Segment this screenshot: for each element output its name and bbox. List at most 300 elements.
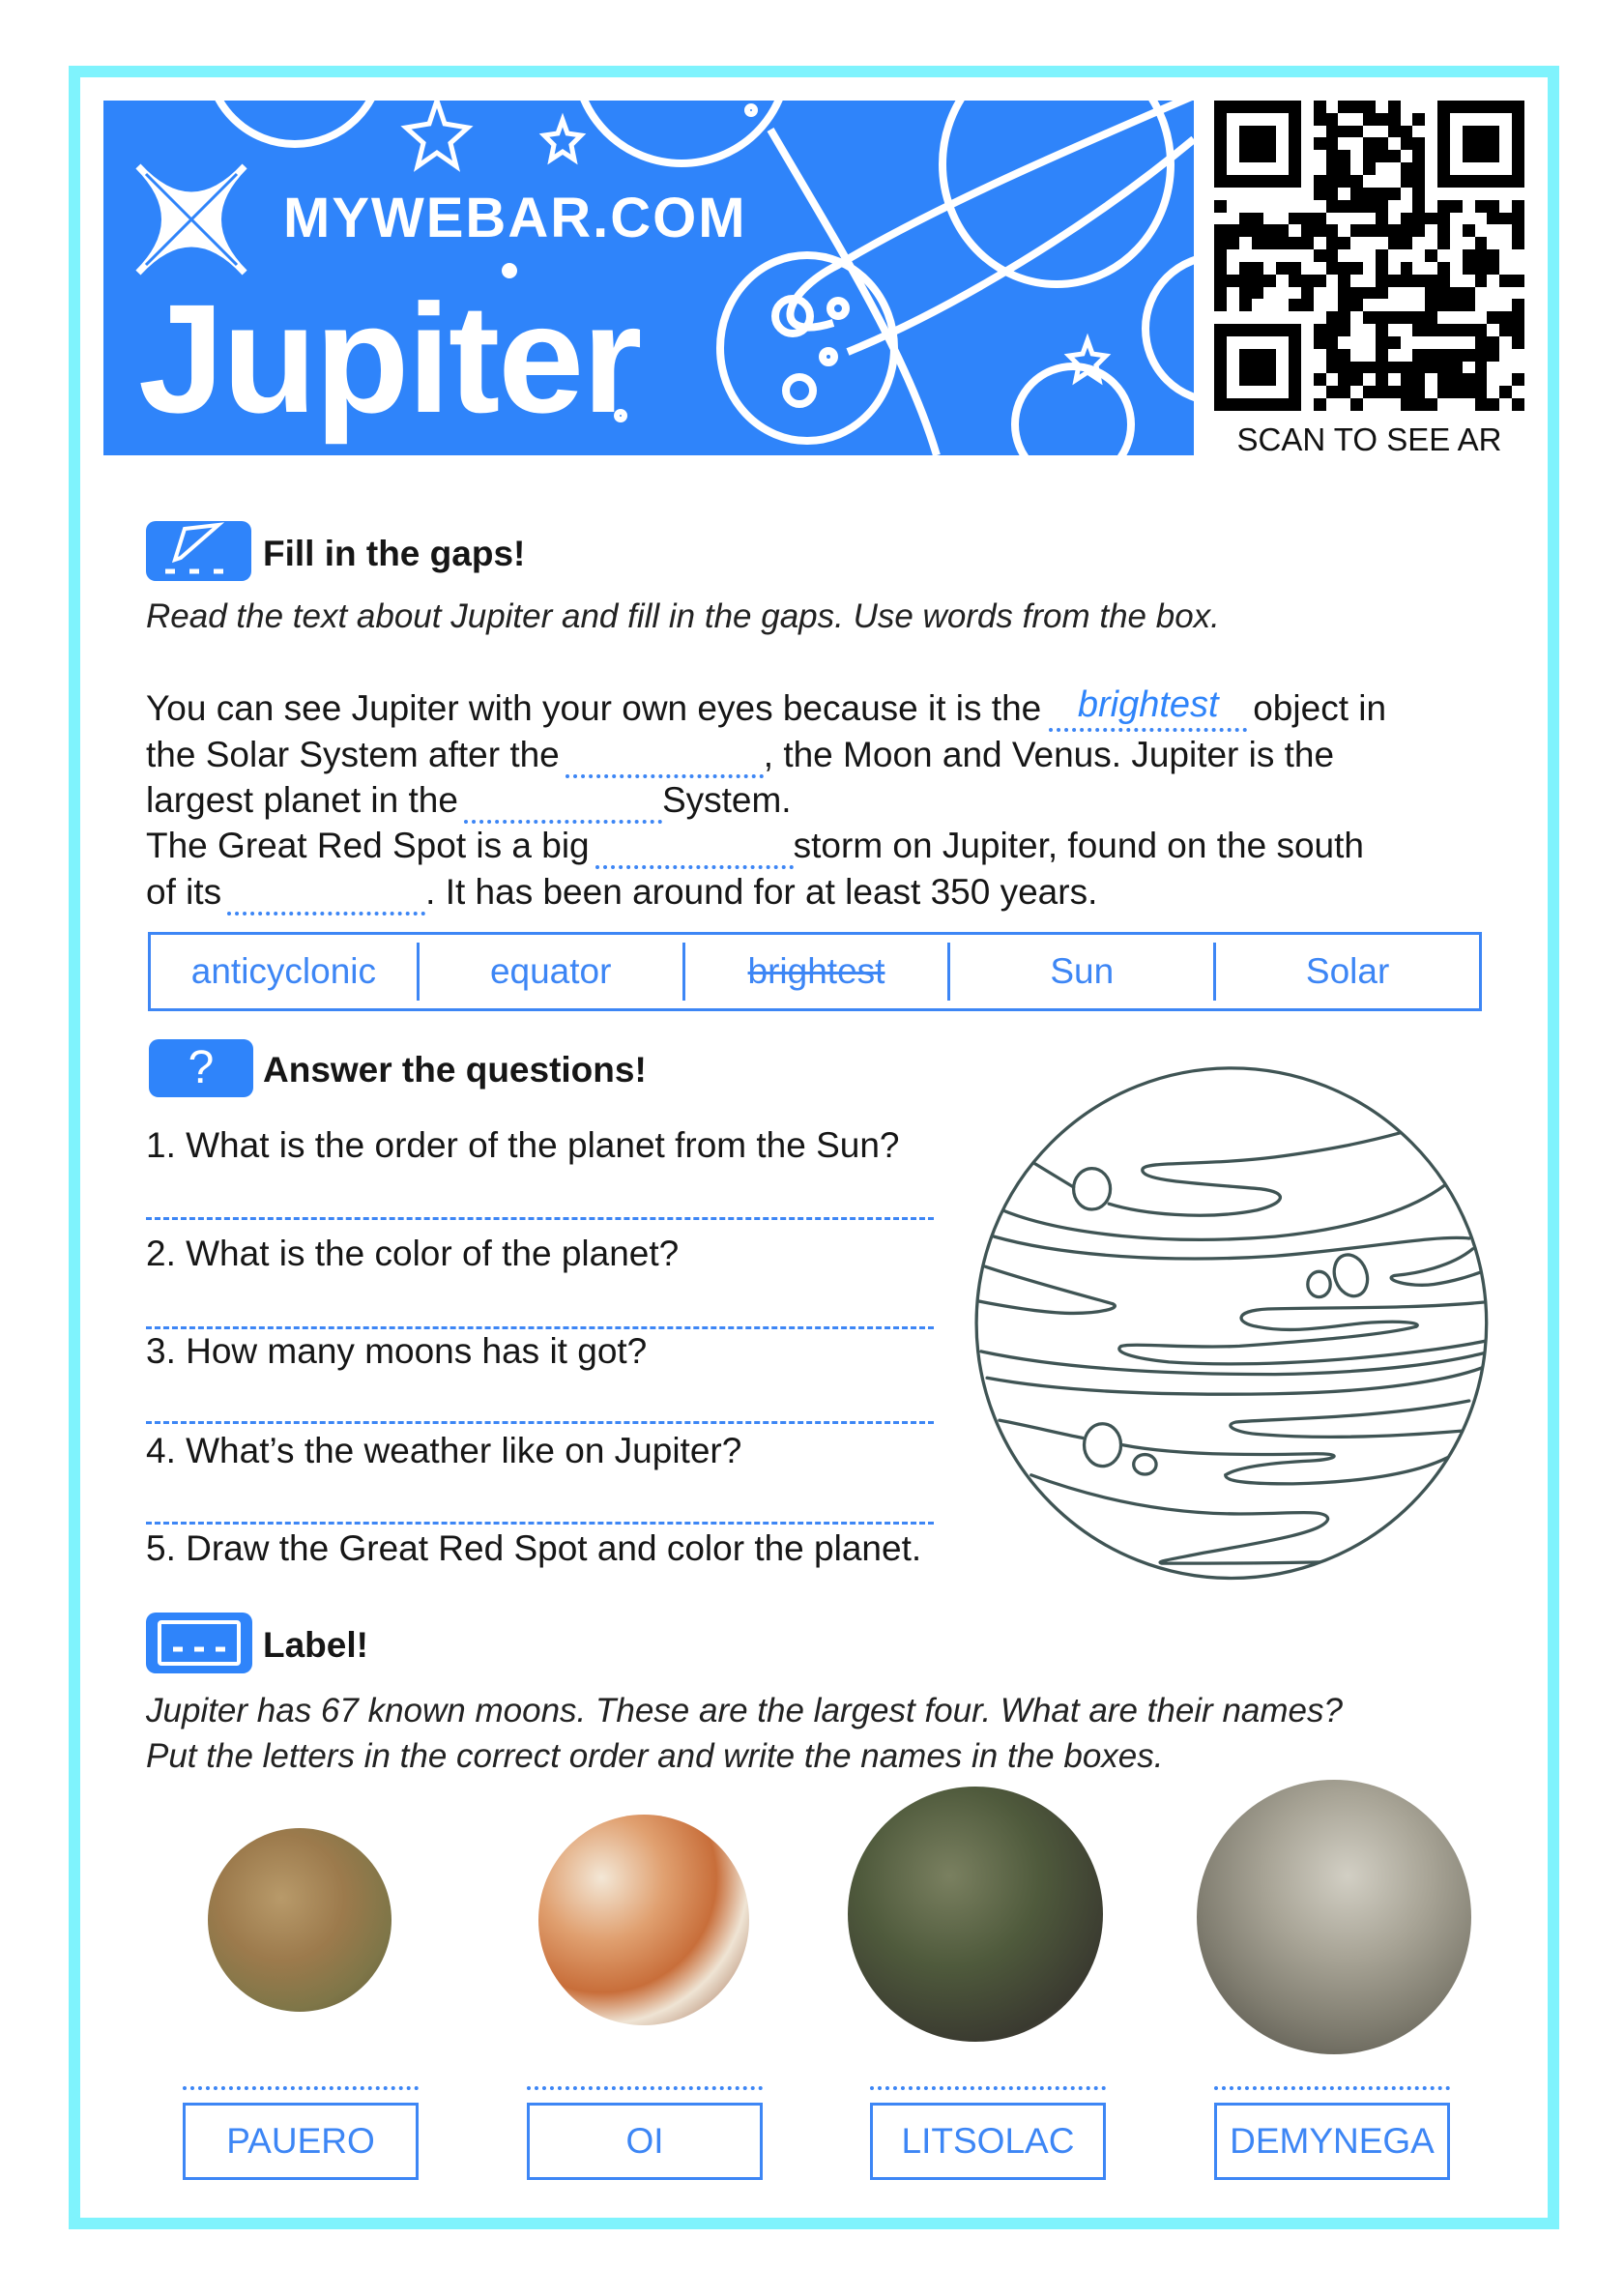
qr-module xyxy=(1487,386,1499,398)
qr-module xyxy=(1487,213,1499,225)
qr-module xyxy=(1376,126,1388,138)
paragraph-line xyxy=(146,823,1364,869)
qr-module xyxy=(1450,262,1463,275)
qr-module xyxy=(1263,113,1276,126)
qr-module xyxy=(1214,311,1227,324)
qr-module xyxy=(1475,224,1488,237)
qr-module xyxy=(1252,113,1264,126)
qr-module xyxy=(1463,373,1475,386)
qr-module xyxy=(1376,336,1388,349)
qr-module xyxy=(1425,311,1437,324)
qr-module xyxy=(1326,299,1339,311)
qr-module xyxy=(1512,150,1524,162)
moon-ganymede-image xyxy=(1197,1780,1471,2054)
qr-module xyxy=(1326,113,1339,126)
gap-field[interactable] xyxy=(227,877,425,915)
qr-module xyxy=(1252,162,1264,175)
qr-module xyxy=(1227,162,1239,175)
qr-module xyxy=(1263,362,1276,374)
qr-module xyxy=(1239,237,1252,249)
qr-module xyxy=(1512,101,1524,113)
qr-module xyxy=(1450,200,1463,213)
qr-module xyxy=(1388,237,1401,249)
word-option[interactable]: Sun xyxy=(947,943,1213,1001)
answer-line[interactable] xyxy=(1214,2086,1450,2090)
qr-module xyxy=(1376,262,1388,275)
qr-module xyxy=(1314,113,1326,126)
qr-module xyxy=(1450,224,1463,237)
mywebar-logo xyxy=(129,157,254,282)
qr-module xyxy=(1363,150,1376,162)
qr-module xyxy=(1252,137,1264,150)
qr-module xyxy=(1239,200,1252,213)
qr-module xyxy=(1437,175,1450,188)
gap-field[interactable] xyxy=(1049,684,1247,732)
qr-module xyxy=(1289,175,1301,188)
qr-module xyxy=(1499,324,1512,336)
qr-module xyxy=(1227,349,1239,362)
qr-module xyxy=(1239,249,1252,262)
qr-module xyxy=(1214,398,1227,411)
gap-field[interactable] xyxy=(566,740,764,778)
qr-module xyxy=(1263,287,1276,300)
qr-module xyxy=(1487,349,1499,362)
qr-module xyxy=(1350,398,1363,411)
qr-module xyxy=(1412,311,1425,324)
label-box-icon xyxy=(146,1613,252,1673)
qr-module xyxy=(1425,287,1437,300)
word-option[interactable]: equator xyxy=(417,943,682,1001)
qr-module xyxy=(1314,162,1326,175)
qr-module xyxy=(1350,200,1363,213)
qr-module xyxy=(1512,175,1524,188)
qr-module xyxy=(1437,324,1450,336)
qr-module xyxy=(1239,224,1252,237)
qr-module xyxy=(1450,188,1463,200)
qr-module xyxy=(1326,362,1339,374)
qr-module xyxy=(1252,386,1264,398)
moon-callisto-image xyxy=(848,1787,1103,2042)
qr-module xyxy=(1463,213,1475,225)
qr-module xyxy=(1350,336,1363,349)
jupiter-outline-drawing[interactable] xyxy=(957,1044,1508,1595)
qr-module xyxy=(1475,349,1488,362)
qr-module xyxy=(1425,237,1437,249)
qr-module xyxy=(1499,200,1512,213)
fill-instruction: Read the text about Jupiter and fill in the gaps. Use words from the box. xyxy=(146,597,1220,635)
qr-module xyxy=(1437,398,1450,411)
qr-module xyxy=(1401,113,1413,126)
fill-heading: Fill in the gaps! xyxy=(263,534,526,573)
page-title: Jupiter xyxy=(138,272,641,445)
qr-module xyxy=(1314,137,1326,150)
questions-heading: Answer the questions! xyxy=(263,1050,647,1090)
qr-module xyxy=(1289,224,1301,237)
label-instruction: Jupiter has 67 known moons. These are the largest four. What are their names? xyxy=(146,1692,1343,1729)
qr-module xyxy=(1326,162,1339,175)
qr-module xyxy=(1376,287,1388,300)
qr-module xyxy=(1437,224,1450,237)
anagram-box: PAUERO xyxy=(183,2103,419,2180)
qr-module xyxy=(1363,137,1376,150)
qr-module xyxy=(1450,275,1463,287)
answer-line[interactable] xyxy=(183,2086,419,2090)
qr-module xyxy=(1437,299,1450,311)
qr-module xyxy=(1437,113,1450,126)
qr-module xyxy=(1314,311,1326,324)
qr-module xyxy=(1412,373,1425,386)
qr-module xyxy=(1401,137,1413,150)
word-option[interactable]: Solar xyxy=(1213,943,1479,1001)
qr-module xyxy=(1450,398,1463,411)
qr-module xyxy=(1450,162,1463,175)
qr-module xyxy=(1338,137,1350,150)
qr-module xyxy=(1314,386,1326,398)
answer-line[interactable] xyxy=(146,1326,934,1329)
qr-module xyxy=(1475,262,1488,275)
qr-module xyxy=(1276,249,1289,262)
qr-module xyxy=(1437,349,1450,362)
qr-module xyxy=(1252,188,1264,200)
qr-module xyxy=(1388,200,1401,213)
answer-line[interactable] xyxy=(870,2086,1106,2090)
question-mark-icon: ? xyxy=(149,1039,253,1097)
qr-module xyxy=(1487,150,1499,162)
qr-module xyxy=(1475,249,1488,262)
qr-module xyxy=(1412,162,1425,175)
qr-module xyxy=(1401,324,1413,336)
qr-module xyxy=(1301,386,1314,398)
answer-line[interactable] xyxy=(146,1522,934,1525)
qr-module xyxy=(1450,113,1463,126)
qr-module xyxy=(1376,113,1388,126)
qr-module xyxy=(1326,275,1339,287)
qr-module xyxy=(1289,287,1301,300)
word-option[interactable]: anticyclonic xyxy=(190,951,377,991)
qr-module xyxy=(1263,275,1276,287)
qr-module xyxy=(1289,362,1301,374)
qr-module xyxy=(1388,150,1401,162)
qr-module xyxy=(1512,188,1524,200)
qr-module xyxy=(1376,311,1388,324)
qr-module xyxy=(1376,386,1388,398)
qr-module xyxy=(1276,126,1289,138)
qr-module xyxy=(1388,224,1401,237)
qr-module xyxy=(1239,287,1252,300)
qr-module xyxy=(1276,113,1289,126)
qr-module xyxy=(1487,188,1499,200)
qr-module xyxy=(1239,113,1252,126)
qr-module xyxy=(1338,275,1350,287)
qr-module xyxy=(1326,249,1339,262)
qr-module xyxy=(1475,398,1488,411)
qr-module xyxy=(1301,113,1314,126)
text: . It has been around for at least 350 years. xyxy=(425,872,1098,912)
text: , the Moon and Venus. Jupiter is the xyxy=(763,735,1335,774)
qr-module xyxy=(1425,373,1437,386)
qr-module xyxy=(1252,200,1264,213)
qr-module xyxy=(1326,150,1339,162)
qr-module xyxy=(1301,162,1314,175)
qr-module xyxy=(1512,262,1524,275)
qr-module xyxy=(1252,275,1264,287)
qr-module xyxy=(1252,213,1264,225)
qr-module xyxy=(1463,101,1475,113)
qr-module xyxy=(1363,398,1376,411)
question: 2. What is the color of the planet? xyxy=(146,1234,680,1273)
qr-module xyxy=(1412,349,1425,362)
qr-module xyxy=(1239,137,1252,150)
qr-module xyxy=(1437,262,1450,275)
qr-module xyxy=(1350,237,1363,249)
qr-module xyxy=(1252,287,1264,300)
qr-module xyxy=(1301,249,1314,262)
qr-module xyxy=(1499,175,1512,188)
qr-module xyxy=(1487,398,1499,411)
qr-module xyxy=(1376,324,1388,336)
word-option-used[interactable]: brightest xyxy=(682,943,948,1001)
qr-module xyxy=(1463,262,1475,275)
qr-module xyxy=(1350,175,1363,188)
qr-module xyxy=(1314,188,1326,200)
qr-module xyxy=(1338,188,1350,200)
qr-module xyxy=(1214,386,1227,398)
qr-caption: SCAN TO SEE AR xyxy=(1236,421,1502,457)
qr-module xyxy=(1425,349,1437,362)
qr-module xyxy=(1326,213,1339,225)
qr-module xyxy=(1263,175,1276,188)
qr-module xyxy=(1425,200,1437,213)
qr-module xyxy=(1388,188,1401,200)
qr-module xyxy=(1376,150,1388,162)
qr-module xyxy=(1437,162,1450,175)
qr-module xyxy=(1227,275,1239,287)
qr-module xyxy=(1350,137,1363,150)
text: You can see Jupiter with your own eyes because it is the xyxy=(146,688,1042,728)
qr-module xyxy=(1227,137,1239,150)
qr-module xyxy=(1425,162,1437,175)
qr-module xyxy=(1326,175,1339,188)
qr-module xyxy=(1227,175,1239,188)
qr-module xyxy=(1314,262,1326,275)
qr-module xyxy=(1388,126,1401,138)
qr-module xyxy=(1227,101,1239,113)
qr-module xyxy=(1276,287,1289,300)
qr-module xyxy=(1227,113,1239,126)
qr-module xyxy=(1401,224,1413,237)
qr-module xyxy=(1450,373,1463,386)
qr-module xyxy=(1512,162,1524,175)
qr-module xyxy=(1363,249,1376,262)
qr-module xyxy=(1437,287,1450,300)
qr-module xyxy=(1412,150,1425,162)
qr-module xyxy=(1401,275,1413,287)
qr-module xyxy=(1412,275,1425,287)
qr-module xyxy=(1487,287,1499,300)
qr-module xyxy=(1326,262,1339,275)
qr-module xyxy=(1412,175,1425,188)
qr-module xyxy=(1425,324,1437,336)
qr-module xyxy=(1363,287,1376,300)
qr-module xyxy=(1363,188,1376,200)
qr-module xyxy=(1301,150,1314,162)
qr-module xyxy=(1301,336,1314,349)
qr-module xyxy=(1487,336,1499,349)
qr-module xyxy=(1350,213,1363,225)
qr-module xyxy=(1227,324,1239,336)
text: The Great Red Spot is a big xyxy=(146,826,590,865)
qr-module xyxy=(1239,150,1252,162)
qr-module xyxy=(1363,362,1376,374)
answer-line[interactable] xyxy=(146,1217,934,1220)
qr-module xyxy=(1388,336,1401,349)
qr-module xyxy=(1252,324,1264,336)
gap-field[interactable] xyxy=(595,830,794,869)
qr-module xyxy=(1475,362,1488,374)
qr-module xyxy=(1227,299,1239,311)
qr-module xyxy=(1252,311,1264,324)
qr-module xyxy=(1475,373,1488,386)
qr-module xyxy=(1388,262,1401,275)
qr-module xyxy=(1437,311,1450,324)
label-heading: Label! xyxy=(263,1625,368,1665)
qr-module xyxy=(1227,249,1239,262)
qr-module xyxy=(1239,398,1252,411)
qr-module xyxy=(1425,336,1437,349)
qr-module xyxy=(1450,299,1463,311)
qr-module xyxy=(1475,213,1488,225)
qr-module xyxy=(1512,311,1524,324)
qr-module xyxy=(1263,299,1276,311)
qr-module xyxy=(1252,299,1264,311)
qr-module xyxy=(1263,188,1276,200)
qr-module xyxy=(1401,362,1413,374)
qr-code[interactable] xyxy=(1214,101,1524,411)
qr-module xyxy=(1314,126,1326,138)
qr-module xyxy=(1326,287,1339,300)
qr-module xyxy=(1499,224,1512,237)
qr-module xyxy=(1350,386,1363,398)
qr-module xyxy=(1425,224,1437,237)
qr-module xyxy=(1376,275,1388,287)
qr-module xyxy=(1252,175,1264,188)
qr-module xyxy=(1338,249,1350,262)
qr-module xyxy=(1463,398,1475,411)
qr-module xyxy=(1463,150,1475,162)
qr-module xyxy=(1239,162,1252,175)
qr-module xyxy=(1425,126,1437,138)
paragraph-line xyxy=(146,732,1334,778)
qr-module xyxy=(1475,137,1488,150)
paragraph-line xyxy=(146,869,1097,915)
qr-module xyxy=(1388,373,1401,386)
qr-module xyxy=(1263,237,1276,249)
qr-module xyxy=(1289,249,1301,262)
qr-module xyxy=(1376,349,1388,362)
qr-module xyxy=(1499,126,1512,138)
qr-module xyxy=(1239,362,1252,374)
qr-module xyxy=(1350,162,1363,175)
qr-module xyxy=(1263,224,1276,237)
qr-module xyxy=(1450,175,1463,188)
qr-module xyxy=(1338,101,1350,113)
qr-module xyxy=(1463,126,1475,138)
qr-module xyxy=(1363,386,1376,398)
qr-module xyxy=(1376,101,1388,113)
qr-module xyxy=(1214,213,1227,225)
qr-module xyxy=(1487,311,1499,324)
qr-module xyxy=(1214,101,1227,113)
qr-module xyxy=(1487,162,1499,175)
qr-module xyxy=(1376,373,1388,386)
qr-module xyxy=(1425,137,1437,150)
qr-module xyxy=(1314,213,1326,225)
qr-module xyxy=(1301,224,1314,237)
qr-module xyxy=(1412,386,1425,398)
qr-module xyxy=(1463,362,1475,374)
qr-module xyxy=(1314,237,1326,249)
gap-field[interactable] xyxy=(464,785,662,824)
qr-module xyxy=(1276,137,1289,150)
qr-module xyxy=(1512,224,1524,237)
qr-module xyxy=(1512,362,1524,374)
qr-module xyxy=(1289,150,1301,162)
qr-module xyxy=(1301,101,1314,113)
qr-module xyxy=(1512,213,1524,225)
answer-line[interactable] xyxy=(146,1421,934,1424)
qr-module xyxy=(1437,275,1450,287)
qr-module xyxy=(1475,162,1488,175)
qr-module xyxy=(1499,137,1512,150)
qr-module xyxy=(1437,362,1450,374)
qr-module xyxy=(1388,249,1401,262)
qr-module xyxy=(1376,200,1388,213)
qr-module xyxy=(1263,126,1276,138)
qr-module xyxy=(1376,362,1388,374)
qr-module xyxy=(1363,213,1376,225)
qr-module xyxy=(1350,150,1363,162)
qr-module xyxy=(1388,349,1401,362)
qr-module xyxy=(1376,137,1388,150)
qr-module xyxy=(1450,150,1463,162)
anagram-box: OI xyxy=(527,2103,763,2180)
qr-module xyxy=(1499,275,1512,287)
qr-module xyxy=(1363,275,1376,287)
qr-module xyxy=(1214,113,1227,126)
qr-module xyxy=(1301,287,1314,300)
qr-module xyxy=(1487,362,1499,374)
answer-line[interactable] xyxy=(527,2086,763,2090)
qr-module xyxy=(1487,200,1499,213)
qr-module xyxy=(1314,349,1326,362)
qr-module xyxy=(1338,336,1350,349)
qr-module xyxy=(1376,188,1388,200)
qr-module xyxy=(1512,275,1524,287)
qr-module xyxy=(1326,200,1339,213)
qr-module xyxy=(1463,311,1475,324)
qr-module xyxy=(1412,200,1425,213)
qr-module xyxy=(1214,188,1227,200)
qr-module xyxy=(1350,101,1363,113)
qr-module xyxy=(1401,162,1413,175)
qr-module xyxy=(1214,299,1227,311)
qr-module xyxy=(1252,336,1264,349)
qr-module xyxy=(1252,224,1264,237)
qr-module xyxy=(1401,398,1413,411)
qr-module xyxy=(1512,386,1524,398)
qr-module xyxy=(1301,398,1314,411)
qr-module xyxy=(1350,126,1363,138)
